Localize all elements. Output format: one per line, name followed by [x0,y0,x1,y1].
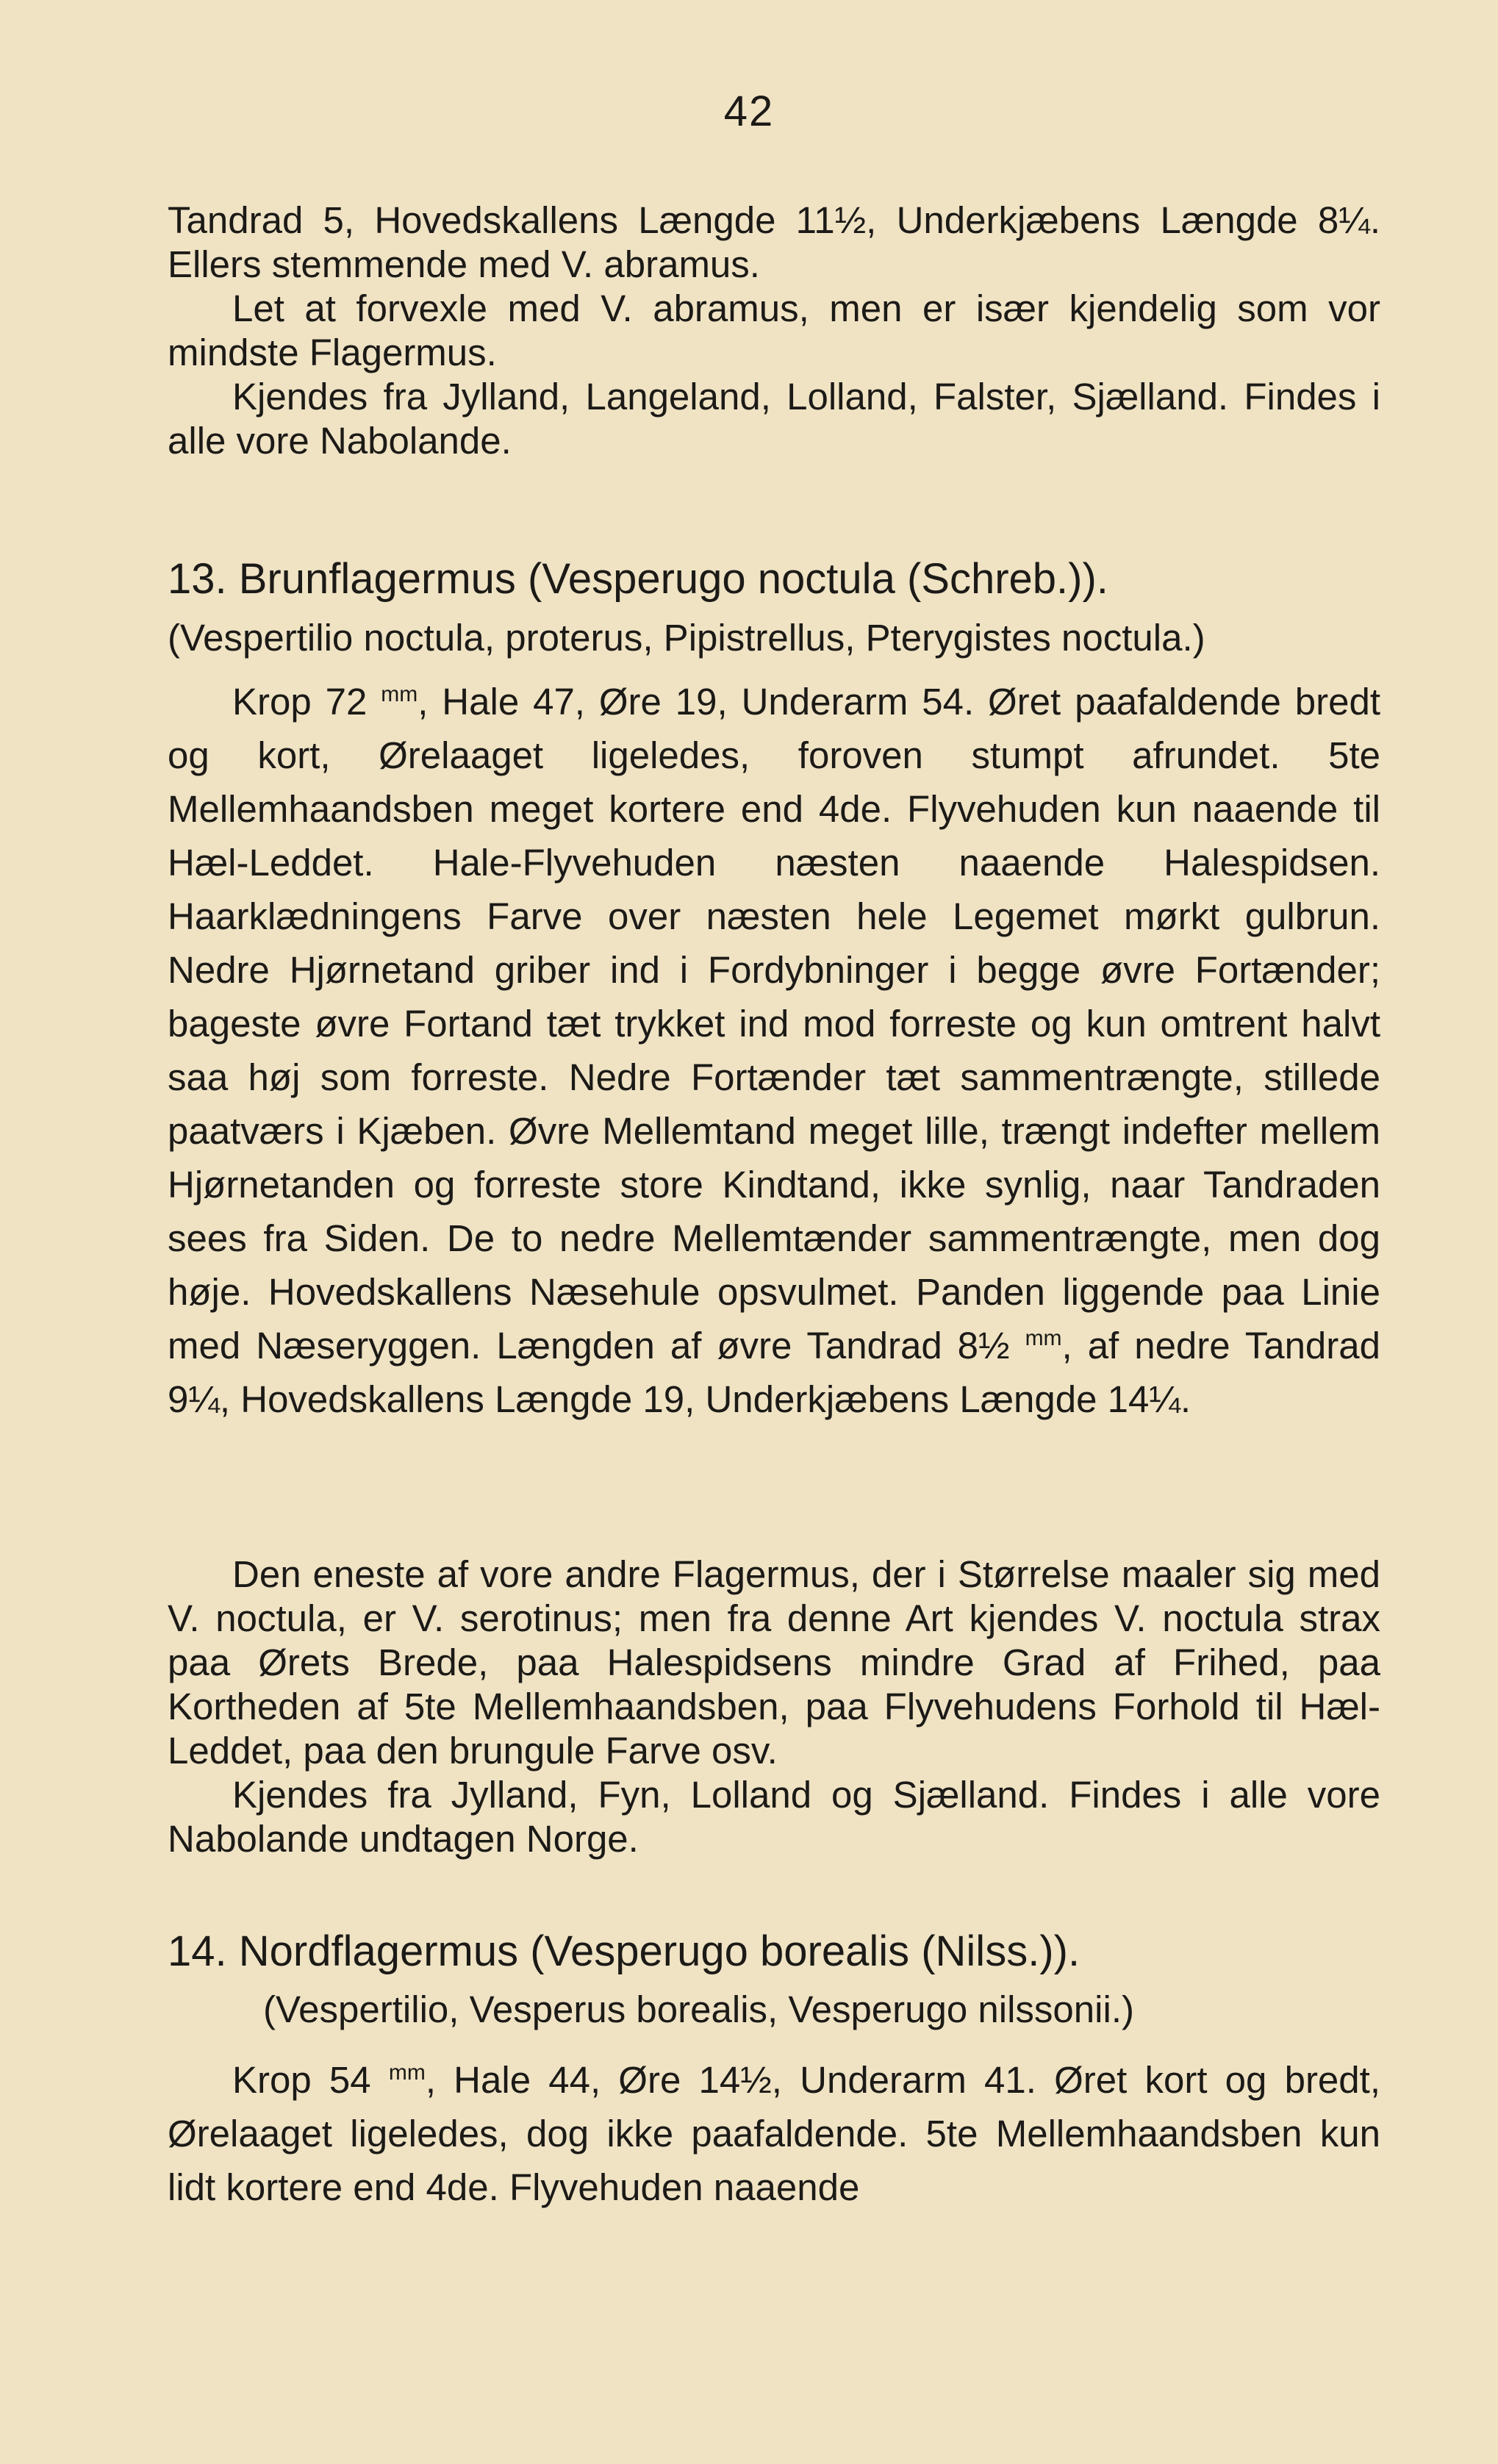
entry-13-comparison: Den eneste af vore andre Flagermus, der i Størrelse maaler sig med V. noctula, er V. serotinus; men fra denne Art kjendes V. noctula strax paa Ørets Brede, paa Halespidsens mindre Grad af Frihed, paa Kortheden af 5te Mellemhaandsben, paa Flyvehudens Forhold til Hæl-Leddet, paa den brungule Farve osv. [168,1553,1380,1772]
identification-paragraph: Let at forvexle med V. abramus, men er især kjendelig som vor mindste Flagermus. [168,287,1380,373]
entry-13-heading: 13. Brunflagermus (Vesperugo noctula (Schreb.)). [168,555,1108,603]
measurements-paragraph: Tandrad 5, Hovedskallens Længde 11½, Underkjæbens Længde 8¼. Ellers stemmende med V. abramus. [168,199,1380,285]
entry-13-notes [168,1552,1380,1861]
entry-13-synonyms: (Vespertilio noctula, proterus, Pipistrellus, Pterygistes noctula.) [168,617,1205,659]
entry-12-continuation [168,198,1380,463]
entry-14-body [168,2053,1380,2214]
entry-14-heading: 14. Nordflagermus (Vesperugo borealis (Nilss.)). [168,1927,1081,1975]
entry-13-description: Krop 72 $^{mm}$, Hale 47, Øre 19, Underarm 54. Øret paafaldende bredt og kort, Ørelaaget ligeledes, foroven stumpt afrundet. 5te Mellemhaandsben meget kortere end 4de. Flyvehuden kun naaende til Hæl-Leddet. Hale-Flyvehuden næsten naaende Halespidsen. Haarklædningens Farve over næsten hele Legemet mørkt gulbrun. Nedre Hjørnetand griber ind i Fordybninger i begge øvre Fortænder; bageste øvre Fortand tæt trykket ind mod forreste og kun omtrent halvt saa høj som forreste. Nedre Fortænder tæt sammentrængte, stillede paatværs i Kjæben. Øvre Mellemtand meget lille, trængt indefter mellem Hjørnetanden og forreste store Kindtand, ikke synlig, naar Tandraden sees fra Siden. De to nedre Mellemtænder sammentrængte, men dog høje. Hovedskallens Næsehule opsvulmet. Panden liggende paa Linie med Næseryggen. Længden af øvre Tandrad 8½ $^{mm}$, af nedre Tandrad 9¼, Hovedskallens Længde 19, Underkjæbens Længde 14¼. [168,681,1381,1420]
page-number: 42 [723,87,775,135]
entry-14-description: Krop 54 $^{mm}$, Hale 44, Øre 14½, Underarm 41. Øret kort og bredt, Ørelaaget ligeledes, dog ikke paafaldende. 5te Mellemhaandsben kun lidt kortere end 4de. Flyvehuden naaende [168,2059,1381,2208]
distribution-paragraph: Kjendes fra Jylland, Langeland, Lolland, Falster, Sjælland. Findes i alle vore Nabolande. [168,376,1380,462]
entry-13-distribution: Kjendes fra Jylland, Fyn, Lolland og Sjælland. Findes i alle vore Nabolande undtagen Norge. [168,1774,1380,1860]
entry-14-synonyms: (Vespertilio, Vesperus borealis, Vesperugo nilssonii.) [263,1988,1134,2030]
entry-13-body [168,675,1380,1426]
